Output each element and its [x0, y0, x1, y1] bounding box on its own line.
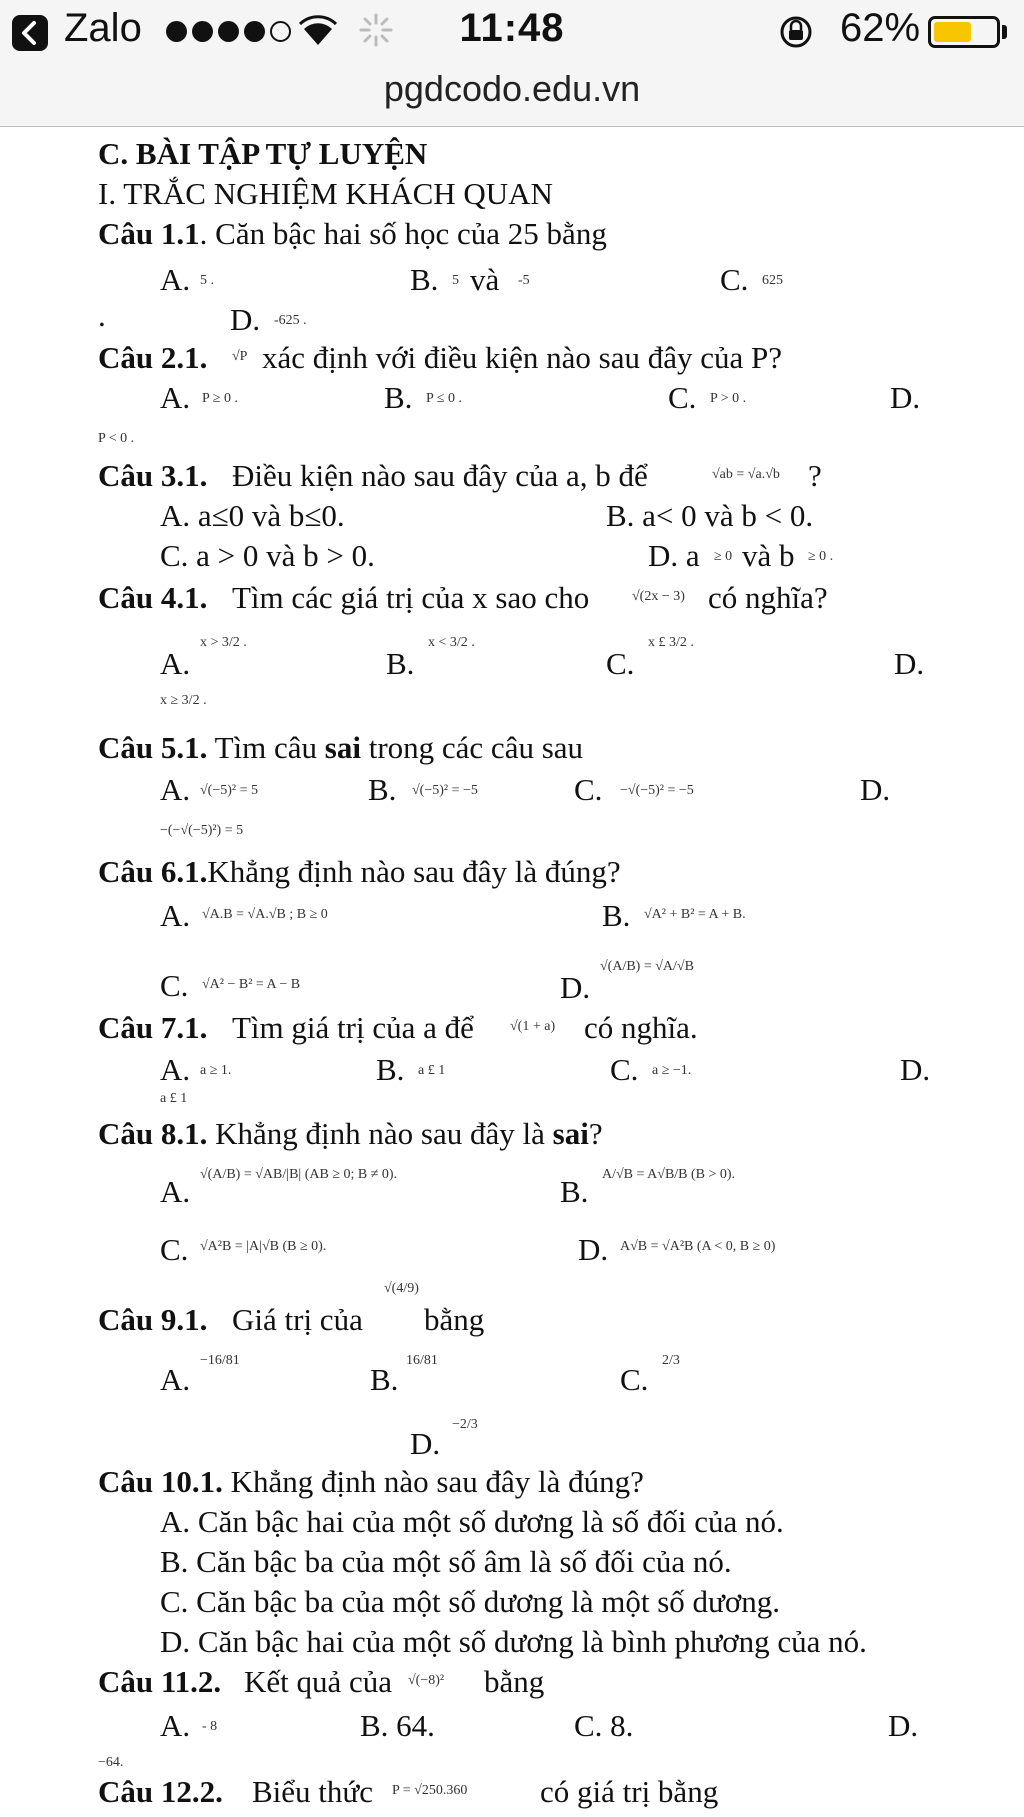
- rotation-lock-icon: [778, 14, 814, 50]
- question-7-text: Tìm giá trị của a để: [232, 1010, 474, 1045]
- q5-option-d-math: −(−√(−5)²) = 5: [160, 823, 244, 838]
- q7-option-c-math: a ≥ −1.: [652, 1063, 692, 1078]
- cellular-signal-icon: [166, 21, 291, 42]
- q4-option-d-math: x ≥ 3/2 .: [160, 693, 207, 708]
- q2-option-d-label: D.: [890, 380, 921, 415]
- question-8: Câu 8.1. Khẳng định nào sau đây là sai?: [98, 1116, 603, 1151]
- q3-option-d-math-2: ≥ 0 .: [808, 549, 834, 564]
- q8-option-a-math: √(A/B) = √AB/|B| (AB ≥ 0; B ≠ 0).: [200, 1167, 398, 1182]
- q7-option-d-label: D.: [900, 1052, 931, 1087]
- question-9-number: Câu 9.1.: [98, 1302, 208, 1337]
- q6-option-a-label: A.: [160, 898, 191, 933]
- q2-option-d-math: P < 0 .: [98, 431, 135, 446]
- question-2-number: Câu 2.1.: [98, 340, 208, 375]
- q4-math: √(2x − 3): [632, 589, 685, 604]
- q8-option-c-math: √A²B = |A|√B (B ≥ 0).: [200, 1239, 327, 1254]
- q1-option-b-math: 5: [452, 273, 459, 288]
- question-10: Câu 10.1. Khẳng định nào sau đây là đúng?: [98, 1464, 644, 1499]
- question-7-number: Câu 7.1.: [98, 1010, 208, 1045]
- address-bar[interactable]: [0, 64, 1024, 127]
- question-4-text: Tìm các giá trị của x sao cho: [232, 580, 590, 615]
- q4-option-b-label: B.: [386, 646, 415, 681]
- q10-option-b: B. Căn bậc ba của một số âm là số đối của nó.: [160, 1544, 732, 1579]
- q11-option-a-math: - 8: [202, 1719, 218, 1734]
- question-3-number: Câu 3.1.: [98, 458, 208, 493]
- q5-option-c-label: C.: [574, 772, 603, 807]
- q2-option-c-math: P > 0 .: [710, 391, 747, 406]
- q2-option-a-math: P ≥ 0 .: [202, 391, 238, 406]
- q10-option-a: A. Căn bậc hai của một số dương là số đối của nó.: [160, 1504, 784, 1539]
- q5-option-a-math: √(−5)² = 5: [200, 783, 258, 798]
- question-6: Câu 6.1.Khẳng định nào sau đây là đúng?: [98, 854, 621, 889]
- q7-option-c-label: C.: [610, 1052, 639, 1087]
- q1-option-b-math-2: -5: [518, 273, 530, 288]
- q6-option-b-math: √A² + B² = A + B.: [644, 907, 746, 922]
- question-12-text-2: có giá trị bằng: [540, 1774, 719, 1809]
- q7-option-d-math: a £ 1: [160, 1091, 188, 1106]
- q1-option-a-label: A.: [160, 262, 191, 297]
- q4-option-a-label: A.: [160, 646, 191, 681]
- question-4-text-2: có nghĩa?: [708, 580, 828, 615]
- q3-option-d-math-1: ≥ 0: [714, 549, 733, 564]
- q1-option-b-text: và: [470, 262, 500, 297]
- q4-option-d-label: D.: [894, 646, 925, 681]
- q9-option-b-label: B.: [370, 1362, 399, 1397]
- q11-math: √(−8)²: [408, 1673, 445, 1688]
- q3-question-mark: ?: [808, 458, 822, 493]
- q7-option-a-math: a ≥ 1.: [200, 1063, 232, 1078]
- q5-option-d-label: D.: [860, 772, 891, 807]
- q1-option-d-math: -625 .: [274, 313, 307, 328]
- q5-option-b-label: B.: [368, 772, 397, 807]
- q11-option-c: C. 8.: [574, 1708, 634, 1743]
- wifi-icon: [298, 12, 338, 48]
- q6-option-c-label: C.: [160, 968, 189, 1003]
- q7-math: √(1 + a): [510, 1019, 556, 1034]
- q6-option-d-math: √(A/B) = √A/√B: [600, 959, 694, 974]
- q11-option-a-label: A.: [160, 1708, 191, 1743]
- question-7-text-2: có nghĩa.: [584, 1010, 698, 1045]
- q7-option-b-label: B.: [376, 1052, 405, 1087]
- question-12-text: Biểu thức: [252, 1774, 373, 1809]
- q8-option-d-label: D.: [578, 1232, 609, 1267]
- url-text[interactable]: pgdcodo.edu.vn: [383, 68, 641, 109]
- q8-option-b-math: A/√B = A√B/B (B > 0).: [602, 1167, 736, 1182]
- q7-option-a-label: A.: [160, 1052, 191, 1087]
- status-bar: [0, 0, 1024, 64]
- q8-option-c-label: C.: [160, 1232, 189, 1267]
- q4-option-b-math: x < 3/2 .: [428, 635, 475, 650]
- q1-dot: .: [98, 298, 106, 333]
- q10-option-c: C. Căn bậc ba của một số dương là một số dương.: [160, 1584, 780, 1619]
- q8-option-d-math: A√B = √A²B (A < 0, B ≥ 0): [620, 1239, 776, 1254]
- q1-option-c-label: C.: [720, 262, 749, 297]
- question-3-text: Điều kiện nào sau đây của a, b để: [232, 458, 648, 493]
- battery-icon: [928, 16, 1000, 48]
- q5-option-b-math: √(−5)² = −5: [412, 783, 478, 798]
- question-11-text-2: bằng: [484, 1664, 545, 1699]
- question-2-text: xác định với điều kiện nào sau đây của P?: [262, 340, 782, 375]
- q1-option-c-math: 625: [762, 273, 783, 288]
- q5-option-c-math: −√(−5)² = −5: [620, 783, 694, 798]
- q4-option-a-math: x > 3/2 .: [200, 635, 247, 650]
- q6-option-c-math: √A² − B² = A − B: [202, 977, 301, 992]
- q11-option-b: B. 64.: [360, 1708, 435, 1743]
- q9-option-c-label: C.: [620, 1362, 649, 1397]
- part-title: I. TRẮC NGHIỆM KHÁCH QUAN: [98, 176, 553, 211]
- q9-math: √(4/9): [384, 1281, 419, 1296]
- q6-option-d-label: D.: [560, 970, 591, 1005]
- question-9-text: Giá trị của: [232, 1302, 363, 1337]
- clock-time: 11:48: [459, 6, 565, 50]
- q3-option-b: B. a< 0 và b < 0.: [606, 498, 814, 533]
- q7-option-b-math: a £ 1: [418, 1063, 446, 1078]
- q2-option-a-label: A.: [160, 380, 191, 415]
- q2-option-c-label: C.: [668, 380, 697, 415]
- q2-math: √P: [232, 349, 248, 364]
- q12-math: P = √250.360: [392, 1783, 468, 1798]
- q4-option-c-label: C.: [606, 646, 635, 681]
- q3-option-a: A. a≤0 và b≤0.: [160, 498, 345, 533]
- q9-option-a-label: A.: [160, 1362, 191, 1397]
- q6-option-b-label: B.: [602, 898, 631, 933]
- question-1: Câu 1.1. Căn bậc hai số học của 25 bằng: [98, 216, 607, 251]
- question-9-text-2: bằng: [424, 1302, 485, 1337]
- back-app-label[interactable]: Zalo: [64, 6, 142, 50]
- q11-option-d-math: −64.: [98, 1755, 124, 1770]
- back-icon[interactable]: [12, 15, 48, 51]
- q3-option-d-label: D. a: [648, 538, 700, 573]
- q9-option-b-math: 16/81: [406, 1353, 438, 1368]
- q3-math: √ab = √a.√b: [712, 467, 780, 482]
- q10-option-d: D. Căn bậc hai của một số dương là bình phương của nó.: [160, 1624, 867, 1659]
- q4-option-c-math: x £ 3/2 .: [648, 635, 694, 650]
- q3-option-c: C. a > 0 và b > 0.: [160, 538, 375, 573]
- loading-spinner-icon: [358, 12, 394, 48]
- q6-option-a-math: √A.B = √A.√B ; B ≥ 0: [202, 907, 328, 922]
- q9-option-a-math: −16/81: [200, 1353, 240, 1368]
- q9-option-c-math: 2/3: [662, 1353, 680, 1368]
- q9-option-d-math: −2/3: [452, 1417, 478, 1432]
- document-page: [0, 127, 1024, 1817]
- q9-option-d-label: D.: [410, 1426, 441, 1461]
- question-5: Câu 5.1. Tìm câu sai trong các câu sau: [98, 730, 584, 765]
- q8-option-a-label: A.: [160, 1174, 191, 1209]
- question-11-number: Câu 11.2.: [98, 1664, 222, 1699]
- q1-option-a-math: 5 .: [200, 273, 214, 288]
- q1-option-b-label: B.: [410, 262, 439, 297]
- question-12-number: Câu 12.2.: [98, 1774, 223, 1809]
- question-4-number: Câu 4.1.: [98, 580, 208, 615]
- q8-option-b-label: B.: [560, 1174, 589, 1209]
- q5-option-a-label: A.: [160, 772, 191, 807]
- battery-percent: 62%: [840, 6, 921, 50]
- section-title: C. BÀI TẬP TỰ LUYỆN: [98, 136, 428, 171]
- q2-option-b-label: B.: [384, 380, 413, 415]
- q11-option-d-label: D.: [888, 1708, 919, 1743]
- q2-option-b-math: P ≤ 0 .: [426, 391, 462, 406]
- question-11-text: Kết quả của: [244, 1664, 393, 1699]
- q3-option-d-text: và b: [742, 538, 795, 573]
- q1-option-d-label: D.: [230, 302, 261, 337]
